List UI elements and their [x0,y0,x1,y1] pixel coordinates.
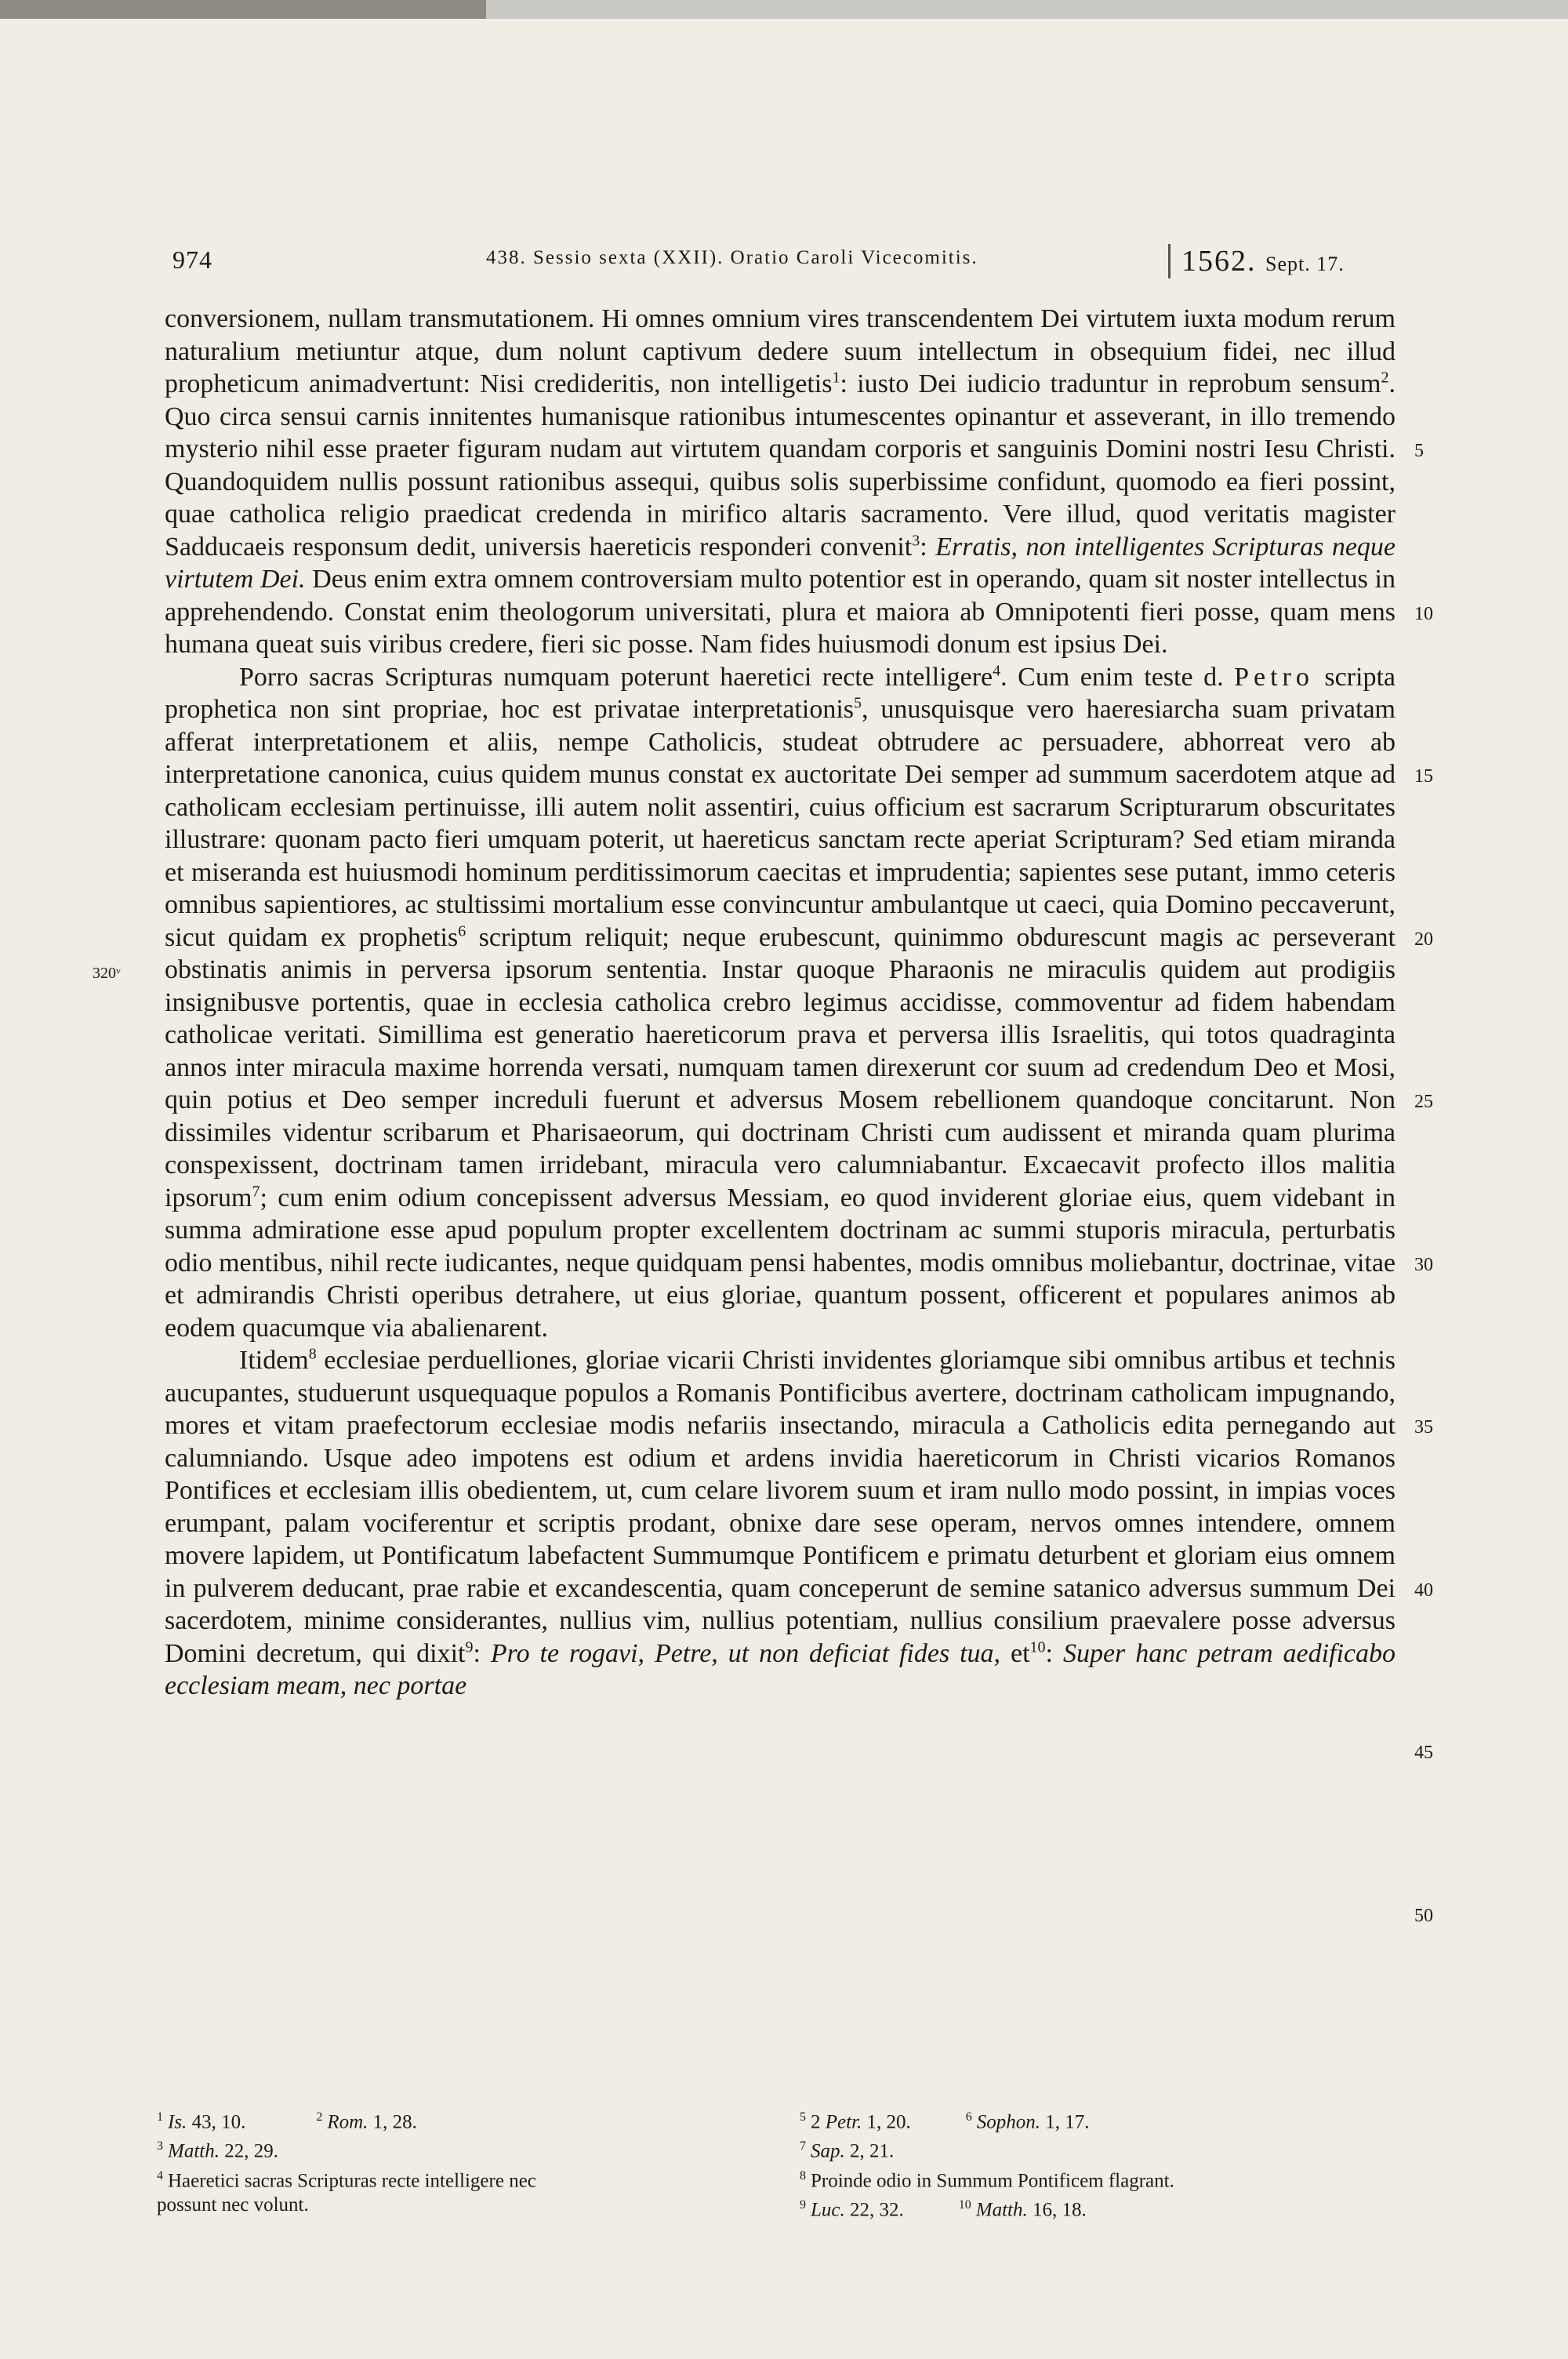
text-run: : [473,1638,491,1668]
footnote-row [800,2134,1396,2163]
footnote-text: 2 [811,2111,821,2133]
footnote-ref-book: Matth. [168,2140,220,2162]
text-run: . Cum enim teste d. [1000,662,1235,692]
line-number: 30 [1414,1255,1433,1275]
footnote-ref: 6 [458,922,466,940]
line-number: 5 [1414,441,1424,461]
footnote-text: 22, 29. [224,2140,278,2162]
footnote-row [800,2105,1396,2134]
footnote-number: 3 [157,2139,163,2154]
footnote-row [800,2193,1396,2222]
footnote-text: 1, 17. [1045,2111,1090,2133]
footnote-number: 2 [316,2110,323,2124]
line-number: 15 [1414,766,1433,787]
header-month-day: Sept. 17. [1265,253,1345,275]
text-run: , unusquisque vero haeresiarcha suam privatam afferat interpretationem et aliis, nempe Catholicis, studeat obtrudere ac persuadere, abhorreat vero ab interpretatione canonica, cuius quidem munus constat ex auctoritate Dei semper ad summum sacerdotem atque ad catholicam ecclesiam pertinuisse, illi autem nolit assentiri, cuius officium est sacrarum Scripturarum obscuritates illustrare: quonam pacto fieri umquam poterit, ut haereticus sanctam recte aperiat Scripturam? Sed etiam miranda et miseranda est huiusmodi hominum perditissimorum caecitas et imprudentia; sapientes sese putant, immo ceteris omnibus sapientiores, ac stultissimi mortalium esse convincuntur ambulantque ut caeci, quia Domino peccaverunt, sicut quidam ex prophetis [165,695,1396,952]
paragraph [165,661,1396,1345]
line-number: 20 [1414,929,1433,950]
header-date [1168,244,1345,278]
footnote-ref: 8 [308,1345,317,1363]
footnote-row [157,2134,784,2163]
footnotes-left-column [157,2105,784,2217]
footnote-text: 43, 10. [191,2111,246,2133]
text-run: . Quo circa sensui carnis innitentes humanisque rationibus intumescentes opinantur et asseverant, in illo tremendo mysterio nihil esse praeter figuram nudam aut virtutem quandam corporis et sanguinis Domini nostri Iesu Christi. Quandoquidem nullis possunt rationibus assequi, quibus solis superbissime confidunt, quomodo ea fieri possint, quae catholica religio praedicat credenda in mirifico altaris sacramento. Vere illud, quod veritatis magister Sadducaeis responsum dedit, universis haereticis responderi convenit [165,369,1396,562]
footnote-row [157,2193,784,2217]
footnote-ref-book: Luc. [811,2199,845,2221]
italic-quote: Super hanc petram aedificabo ecclesiam meam, nec portae [165,1638,1396,1700]
text-run: conversionem, nullam transmutationem. Hi omnes omnium vires transcendentem Dei virtutem iuxta modum rerum naturalium metiuntur atque, dum nolunt captivum dedere suum intellectum in obsequium fidei, nec illud propheticum animadvertunt: Nisi credideritis, non intelligetis [165,304,1396,398]
footnote-ref-book: Sap. [811,2140,845,2162]
footnote-row [800,2164,1396,2193]
paragraph [165,303,1396,661]
footnote-ref: 9 [465,1638,474,1656]
text-run: : [1045,1638,1063,1668]
text-run: ecclesiae perduelliones, gloriae vicarii Christi invidentes gloriamque sibi omnibus artibus et technis aucupantes, studuerunt usquequaque populos a Romanis Pontificibus avertere, doctrinam catholicam impugnando, mores et vitam praefectorum ecclesiae modis nefariis insectando, miracula a Catholicis edita pernegando aut calumniando. Usque adeo impotens est odium et ardens invidia haereticorum in Christi vicarios Romanos Pontifices et ecclesiam illis obedientem, ut, cum celare livorem suum et iram nullo modo possint, in impias voces erumpant, palam vociferentur et scriptis prodant, obnixe dare sese operam, nervos omnes intendere, omnem movere lapidem, ut Pontificatum labefactent Summumque Pontificem e primatu deturbent et gloriam eius omnem in pulverem deducant, prae rabie et excandescentia, quam conceperunt de semine satanico adversus summum Dei sacerdotem, minime considerantes, nullius vim, nullius potentiam, nullius consilium praevalere posse adversus Domini decretum, qui dixit [165,1346,1396,1668]
footnote-row [157,2164,784,2193]
italic-quote: Pro te rogavi, Petre, ut non deficiat fides tua, [490,1638,1001,1668]
main-text [165,303,1396,1703]
footnote-ref: 1 [832,369,840,387]
footnote-ref-book: Petr. [825,2111,862,2133]
text-run: et [1000,1638,1030,1668]
italic-quote: Erratis, non intelligentes Scripturas neque virtutem Dei. [165,532,1396,594]
text-run: Porro sacras Scripturas numquam poterunt haeretici recte intelligere [239,662,993,692]
footnote-number: 8 [800,2168,806,2183]
footnote-number: 5 [800,2110,806,2124]
footnote-text: Proinde odio in Summum Pontificem flagrant. [811,2169,1174,2191]
footnote-ref-book: Is. [168,2111,187,2133]
header-year: 1562. [1181,245,1257,278]
footnote-ref: 5 [854,694,862,712]
text-run: ; cum enim odium concepissent adversus Messiam, eo quod inviderent gloriae eius, quem videbant in summa admiratione esse apud populum propter excellentem doctrinam ac summi stuporis miracula, perturbatis odio mentibus, nihil recte iudicantes, neque quidquam pensi habentes, modis omnibus moliebantur, doctrinae, vitae et admirandis Christi operibus detrahere, ut eius gloriae, quantum possent, officerent et populares animos ab eodem quacumque via abalienarent. [165,1183,1396,1343]
footnote-ref: 2 [1381,369,1389,387]
text-run: Itidem [239,1346,309,1375]
footnote-ref-book: Sophon. [976,2111,1041,2133]
spaced-name: Petro [1234,662,1314,692]
footnotes-right-column [800,2105,1396,2222]
footnote-number: 1 [157,2110,163,2124]
running-title: 438. Sessio sexta (XXII). Oratio Caroli Vicecomitis. [486,247,978,268]
page-header [172,244,1396,283]
line-number: 25 [1414,1092,1433,1112]
footnote-number: 10 [958,2197,971,2212]
footnote-ref: 3 [912,532,920,550]
page-number: 974 [172,245,212,274]
line-number: 45 [1414,1743,1433,1763]
line-number: 10 [1414,604,1433,624]
footnote-text: 2, 21. [850,2140,895,2162]
footnote-text: 1, 20. [866,2111,911,2133]
footnote-text: Haeretici sacras Scripturas recte intelligere nec [168,2169,536,2191]
text-run: scripta prophetica non sint propriae, hoc est privatae interpretationis [165,662,1396,724]
footnote-text: 16, 18. [1032,2199,1087,2221]
footnote-number: 4 [157,2168,163,2183]
margin-folio-note: 320ᵛ [93,965,121,982]
footnote-number: 7 [800,2139,806,2154]
footnote-text: 22, 32. [850,2199,904,2221]
footnote-text: 1, 28. [372,2111,417,2133]
footnote-text: possunt nec volunt. [157,2194,309,2215]
line-number: 40 [1414,1580,1433,1601]
footnote-ref-book: Matth. [975,2199,1028,2221]
footnote-ref: 4 [993,662,1001,680]
text-run: scriptum reliquit; neque erubescunt, quinimmo obdurescunt magis ac perseverant obstinatis animis in perversa ipsorum sententia. Instar quoque Pharaonis ne miraculis quidem aut prodigiis insignibusve portentis, quae in ecclesia catholica crebro legimus accidisse, commoventur ad fidem habendam catholicae veritati. Simillima est generatio haereticorum prava et perversa illis Israelitis, qui totos quadraginta annos inter miracula maxime horrenda versati, numquam tamen direxerunt cor suum ad credendum Deo et Mosi, quin potius et Deo semper increduli fuerunt et adversus Mosem rebellionem quandoque concitarunt. Non dissimiles videntur scribarum et Pharisaeorum, qui doctrinam Christi cum audissent et miranda quam plurima conspexissent, doctrinam tamen irridebant, miracula vero calumniabantur. Excaecavit profecto illos malitia ipsorum [165,922,1396,1212]
text-run: : iusto Dei iudicio traduntur in reprobum sensum [840,369,1381,398]
text-run: : [920,532,936,562]
footnote-number: 6 [965,2110,972,2124]
text-run: Deus enim extra omnem controversiam multo potentior est in operando, quam sit noster intellectus in apprehendendo. Constat enim theologorum universitati, plura et maiora ab Omnipotenti fieri posse, quam mens humana queat suis viribus credere, fieri sic posse. Nam fides huiusmodi donum est ipsius Dei. [165,565,1396,659]
footnote-ref: 10 [1029,1638,1046,1656]
footnote-number: 9 [800,2197,806,2212]
book-page [0,19,1568,2359]
footnote-row [157,2105,784,2134]
footnote-ref-book: Rom. [327,2111,368,2133]
line-number: 35 [1414,1417,1433,1438]
paragraph [165,1344,1396,1703]
line-number: 50 [1414,1906,1433,1926]
footnote-ref: 7 [252,1183,260,1201]
